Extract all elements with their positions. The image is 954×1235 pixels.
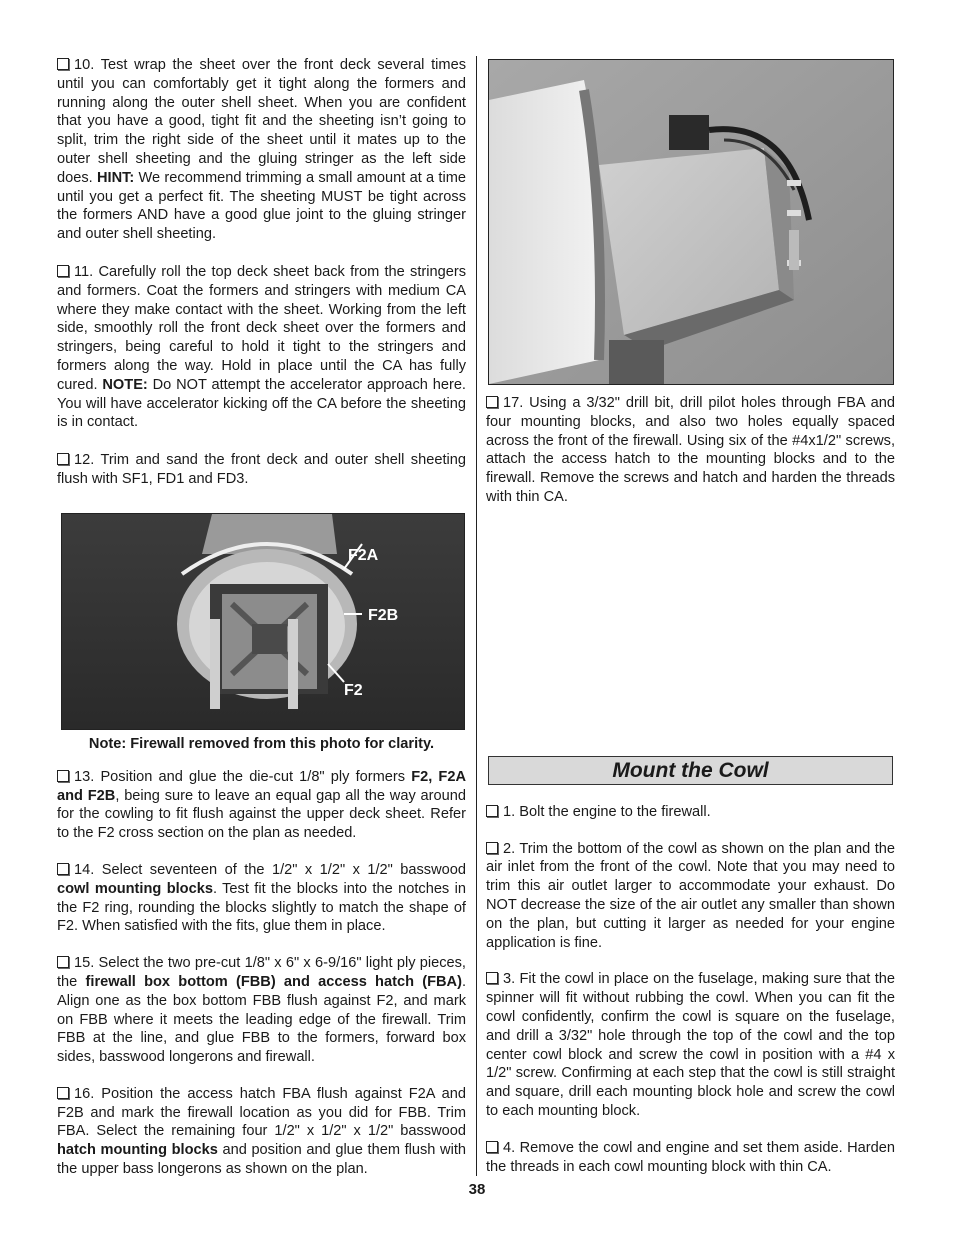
fuselage-front-photo [61, 513, 465, 730]
checkbox[interactable] [57, 770, 69, 782]
checkbox[interactable] [57, 863, 69, 875]
photo-caption: Note: Firewall removed from this photo for clarity. [88, 735, 435, 752]
step-16: 16. Position the access hatch FBA flush against F2A and F2B and mark the firewall location as you did for FBB. Trim FBA. Select the remaining four 1/2" x 1/2" x 1/2" basswood hatch mounting blocks and position and glue them flush with the upper bass longerons as shown on the plan. [57, 1085, 466, 1178]
checkbox[interactable] [486, 842, 498, 854]
checkbox[interactable] [57, 956, 69, 968]
step-13: 13. Position and glue the die-cut 1/8" ply formers F2, F2A and F2B, being sure to leave an equal gap all the way around for the cowling to fit flush against the upper deck sheet. Refer to the F2 cross section on the plan as needed. [57, 768, 466, 842]
checkbox[interactable] [57, 265, 69, 277]
label-f2: F2 [344, 681, 363, 699]
checkbox[interactable] [486, 1141, 498, 1153]
label-f2a: F2A [348, 546, 379, 564]
step-15: 15. Select the two pre-cut 1/8" x 6" x 6-9/16" light ply pieces, the firewall box bottom (FBB) and access hatch (FBA). Align one as the box bottom FBB flush against F2, and mark on FBB where it meets the leading edge of the firewall. Trim FBB at the line, and glue FBB to the formers, forward box sides, basswood longerons and firewall. [57, 955, 467, 1066]
left-column [57, 56, 466, 1197]
label-f2b: F2B [368, 606, 399, 624]
checkbox[interactable] [57, 1087, 69, 1099]
firewall-box-photo-image [489, 60, 893, 384]
checkbox[interactable] [486, 805, 498, 817]
spacer [486, 525, 895, 756]
cowl-step-1: 1. Bolt the engine to the firewall. [486, 803, 895, 822]
checkbox[interactable] [57, 453, 69, 465]
step-17: 17. Using a 3/32" drill bit, drill pilot holes through FBA and four mounting blocks, and also two holes equally spaced across the front of the firewall. Using six of the #4x1/2" screws, attach the access hatch to the mounting blocks and to the firewall. Remove the screws and hatch and harden the threads with thin CA. [486, 395, 895, 505]
page-number: 38 [468, 1181, 486, 1198]
checkbox[interactable] [57, 58, 69, 70]
step-12: 12. Trim and sand the front deck and outer shell sheeting flush with SF1, FD1 and FD3. [57, 452, 466, 487]
step-10: 10. Test wrap the sheet over the front deck several times until you can comfortably get it tight along the formers and running along the outer shell sheet. When you are confident that you have a good, tight fit and the sheeting isn’t going to split, trim the right side of the sheet until it mates up to the outer shell sheeting and the gluing stringer as the left side does. HINT: We recommend trimming a small amount at a time until you get a perfect fit. The sheeting MUST be tight across the formers AND have a good glue joint to the gluing stringer and outer shell sheeting. [57, 57, 466, 243]
cowl-step-2: 2. Trim the bottom of the cowl as shown on the plan and the air inlet from the front of the cowl. Note that you may need to trim this air outlet larger to accommodate your exhaust. Do NOT decrease the size of the air outlet any smaller than shown on the plan, but cutting it larger as needed for your engine application is fine. [486, 840, 895, 951]
checkbox[interactable] [486, 396, 498, 408]
step-14: 14. Select seventeen of the 1/2" x 1/2" x 1/2" basswood cowl mounting blocks. Test fit the blocks into the notches in the F2 ring, rounding the blocks slightly to match the shape of F2. When satisfied with the fits, glue them in place. [57, 861, 466, 935]
fuselage-photo-image [62, 514, 464, 729]
right-column [486, 59, 895, 1194]
section-title-mount-the-cowl: Mount the Cowl [488, 756, 893, 785]
cowl-step-4: 4. Remove the cowl and engine and set them aside. Harden the threads in each cowl mounting block with thin CA. [486, 1139, 895, 1175]
column-divider [476, 56, 477, 1176]
firewall-box-photo [488, 59, 894, 385]
step-11: 11. Carefully roll the top deck sheet back from the stringers and formers. Coat the formers and stringers with medium CA where they make contact with the sheet. Working from the left side, smoothly roll the front deck sheet over the formers and stringers, being careful to hold it tight to the stringers and formers along the way. Hold in place until the CA has fully cured. NOTE: Do NOT attempt the accelerator approach here. You will have accelerator kicking off the CA before the sheeting is in contact. [57, 263, 466, 431]
cowl-step-3: 3. Fit the cowl in place on the fuselage, making sure that the spinner will fit without rubbing the cowl. When you can fit the cowl confidently, confirm the cowl is square on the fuselage, and drill a 3/32" hole through the top of the cowl and the top center cowl block and screw the cowl in position with a #4 x 1/2" screw. Confirming at each step that the cowl is still straight and square, drill each mounting block hole and screw the cowl to each mounting block. [486, 971, 895, 1119]
checkbox[interactable] [486, 972, 498, 984]
